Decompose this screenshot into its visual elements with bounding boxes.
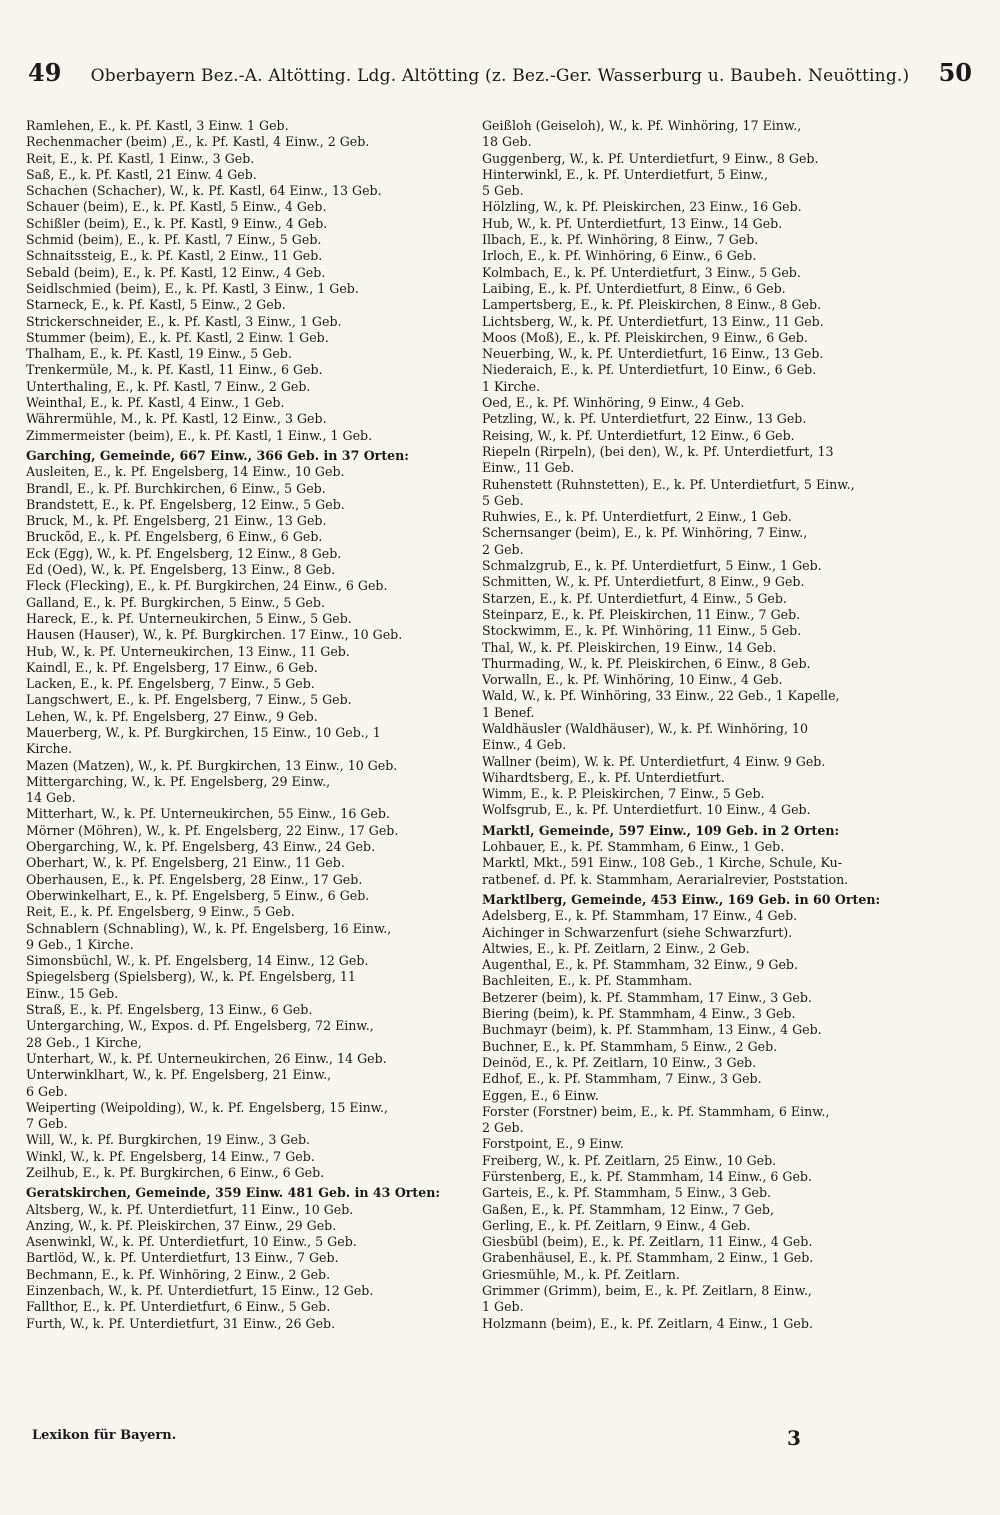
gazetteer-line: Einw., 4 Geb. bbox=[482, 737, 567, 753]
gazetteer-line: Währermühle, M., k. Pf. Kastl, 12 Einw., 3 Geb. bbox=[26, 411, 327, 427]
gazetteer-line: Hölzling, W., k. Pf. Pleiskirchen, 23 Einw., 16 Geb. bbox=[482, 199, 802, 215]
gazetteer-line: Wihardtsberg, E., k. Pf. Unterdietfurt. bbox=[482, 769, 725, 785]
gazetteer-line: Niederaich, E., k. Pf. Unterdietfurt, 10 Einw., 6 Geb. bbox=[482, 362, 817, 378]
gazetteer-line: Oberwinkelhart, E., k. Pf. Engelsberg, 5 Einw., 6 Geb. bbox=[26, 887, 370, 903]
gazetteer-line: Bruck, M., k. Pf. Engelsberg, 21 Einw., 13 Geb. bbox=[26, 513, 327, 529]
gazetteer-line: Galland, E., k. Pf. Burgkirchen, 5 Einw., 5 Geb. bbox=[26, 594, 325, 610]
gazetteer-line: Wallner (beim), W. k. Pf. Unterdietfurt, 4 Einw. 9 Geb. bbox=[482, 753, 826, 769]
gazetteer-line: Kolmbach, E., k. Pf. Unterdietfurt, 3 Einw., 5 Geb. bbox=[482, 264, 801, 280]
gazetteer-line: 9 Geb., 1 Kirche. bbox=[26, 936, 134, 952]
gazetteer-line: Hinterwinkl, E., k. Pf. Unterdietfurt, 5 Einw., bbox=[482, 166, 769, 182]
gazetteer-line: Waldhäusler (Waldhäuser), W., k. Pf. Winhöring, 10 bbox=[482, 720, 808, 736]
gazetteer-line: Wolfsgrub, E., k. Pf. Unterdietfurt. 10 Einw., 4 Geb. bbox=[482, 802, 811, 818]
gazetteer-line: Altwies, E., k. Pf. Zeitlarn, 2 Einw., 2 Geb. bbox=[482, 940, 750, 956]
page-number-right: 50 bbox=[938, 58, 972, 87]
gazetteer-line: Aichinger in Schwarzenfurt (siehe Schwarzfurt). bbox=[482, 924, 793, 940]
gazetteer-line: Lampertsberg, E., k. Pf. Pleiskirchen, 8 Einw., 8 Geb. bbox=[482, 297, 822, 313]
gazetteer-line: Saß, E., k. Pf. Kastl, 21 Einw. 4 Geb. bbox=[26, 166, 257, 182]
gazetteer-line: Ramlehen, E., k. Pf. Kastl, 3 Einw. 1 Geb. bbox=[26, 118, 289, 133]
gazetteer-line: Reit, E., k. Pf. Kastl, 1 Einw., 3 Geb. bbox=[26, 150, 255, 166]
gazetteer-line: Riepeln (Rirpeln), (bei den), W., k. Pf. Unterdietfurt, 13 bbox=[482, 443, 834, 459]
gazetteer-line: 28 Geb., 1 Kirche, bbox=[26, 1034, 142, 1050]
gazetteer-line: Freiberg, W., k. Pf. Zeitlarn, 25 Einw., 10 Geb. bbox=[482, 1152, 777, 1168]
gazetteer-line: Einzenbach, W., k. Pf. Unterdietfurt, 15 Einw., 12 Geb. bbox=[26, 1283, 374, 1299]
municipality-heading: Garching, Gemeinde, 667 Einw., 366 Geb. in 37 Orten: bbox=[26, 447, 409, 463]
gazetteer-line: Anzing, W., k. Pf. Pleiskirchen, 37 Einw., 29 Geb. bbox=[26, 1217, 337, 1233]
gazetteer-line: Augenthal, E., k. Pf. Stammham, 32 Einw., 9 Geb. bbox=[482, 957, 798, 973]
gazetteer-line: Marktl, Mkt., 591 Einw., 108 Geb., 1 Kirche, Schule, Ku- bbox=[482, 855, 843, 871]
gazetteer-line: Giesbübl (beim), E., k. Pf. Zeitlarn, 11 Einw., 4 Geb. bbox=[482, 1234, 813, 1250]
page-header bbox=[28, 58, 972, 92]
gazetteer-line: Kirche. bbox=[26, 741, 73, 757]
gazetteer-line: Mauerberg, W., k. Pf. Burgkirchen, 15 Einw., 10 Geb., 1 bbox=[26, 724, 381, 740]
gazetteer-line: Reising, W., k. Pf. Unterdietfurt, 12 Einw., 6 Geb. bbox=[482, 427, 795, 443]
gazetteer-line: Forster (Forstner) beim, E., k. Pf. Stammham, 6 Einw., bbox=[482, 1103, 830, 1119]
gazetteer-line: Will, W., k. Pf. Burgkirchen, 19 Einw., 3 Geb. bbox=[26, 1132, 311, 1148]
right-column bbox=[482, 118, 922, 1332]
gazetteer-line: 2 Geb. bbox=[482, 541, 524, 557]
gazetteer-line: Lehen, W., k. Pf. Engelsberg, 27 Einw., 9 Geb. bbox=[26, 708, 318, 724]
gazetteer-line: 1 Kirche. bbox=[482, 378, 541, 394]
gazetteer-line: Buchner, E., k. Pf. Stammham, 5 Einw., 2 Geb. bbox=[482, 1038, 778, 1054]
gazetteer-line: Mazen (Matzen), W., k. Pf. Burgkirchen, 13 Einw., 10 Geb. bbox=[26, 757, 398, 773]
gazetteer-line: Forstpoint, E., 9 Einw. bbox=[482, 1136, 624, 1152]
gazetteer-line: 5 Geb. bbox=[482, 183, 524, 199]
gazetteer-line: Brandl, E., k. Pf. Burchkirchen, 6 Einw., 5 Geb. bbox=[26, 480, 326, 496]
gazetteer-line: Unterhart, W., k. Pf. Unterneukirchen, 26 Einw., 14 Geb. bbox=[26, 1050, 387, 1066]
gazetteer-line: Geißloh (Geiseloh), W., k. Pf. Winhöring, 17 Einw., bbox=[482, 118, 802, 133]
gazetteer-line: 1 Geb. bbox=[482, 1299, 524, 1315]
gazetteer-line: Schmitten, W., k. Pf. Unterdietfurt, 8 Einw., 9 Geb. bbox=[482, 574, 805, 590]
gazetteer-line: Obergarching, W., k. Pf. Engelsberg, 43 Einw., 24 Geb. bbox=[26, 839, 376, 855]
gazetteer-line: Schnaitssteig, E., k. Pf. Kastl, 2 Einw., 11 Geb. bbox=[26, 248, 323, 264]
gazetteer-line: Trenkermüle, M., k. Pf. Kastl, 11 Einw., 6 Geb. bbox=[26, 362, 323, 378]
gazetteer-line: Edhof, E., k. Pf. Stammham, 7 Einw., 3 Geb. bbox=[482, 1071, 762, 1087]
gazetteer-line: Bachleiten, E., k. Pf. Stammham. bbox=[482, 973, 693, 989]
gazetteer-line: Mörner (Möhren), W., k. Pf. Engelsberg, 22 Einw., 17 Geb. bbox=[26, 822, 399, 838]
gazetteer-line: 6 Geb. bbox=[26, 1083, 68, 1099]
gazetteer-line: Grabenhäusel, E., k. Pf. Stammham, 2 Einw., 1 Geb. bbox=[482, 1250, 814, 1266]
gazetteer-line: Garteis, E., k. Pf. Stammham, 5 Einw., 3 Geb. bbox=[482, 1185, 772, 1201]
gazetteer-line: Betzerer (beim), k. Pf. Stammham, 17 Einw., 3 Geb. bbox=[482, 989, 812, 1005]
gazetteer-line: Reit, E., k. Pf. Engelsberg, 9 Einw., 5 Geb. bbox=[26, 904, 295, 920]
gazetteer-line: Adelsberg, E., k. Pf. Stammham, 17 Einw., 4 Geb. bbox=[482, 908, 798, 924]
gazetteer-line: Grimmer (Grimm), beim, E., k. Pf. Zeitlarn, 8 Einw., bbox=[482, 1283, 812, 1299]
gazetteer-line: Laibing, E., k. Pf. Unterdietfurt, 8 Einw., 6 Geb. bbox=[482, 280, 786, 296]
gazetteer-line: Starneck, E., k. Pf. Kastl, 5 Einw., 2 Geb. bbox=[26, 297, 286, 313]
gazetteer-line: Wimm, E., k. P. Pleiskirchen, 7 Einw., 5 Geb. bbox=[482, 786, 765, 802]
gazetteer-line: Oberhart, W., k. Pf. Engelsberg, 21 Einw., 11 Geb. bbox=[26, 855, 345, 871]
gazetteer-line: Brandstett, E., k. Pf. Engelsberg, 12 Einw., 5 Geb. bbox=[26, 496, 345, 512]
gazetteer-line: Irloch, E., k. Pf. Winhöring, 6 Einw., 6 Geb. bbox=[482, 248, 757, 264]
gazetteer-line: Fallthor, E., k. Pf. Unterdietfurt, 6 Einw., 5 Geb. bbox=[26, 1299, 331, 1315]
gazetteer-line: Schißler (beim), E., k. Pf. Kastl, 9 Einw., 4 Geb. bbox=[26, 215, 328, 231]
gazetteer-line: 2 Geb. bbox=[482, 1120, 524, 1136]
gazetteer-line: Altsberg, W., k. Pf. Unterdietfurt, 11 Einw., 10 Geb. bbox=[26, 1201, 354, 1217]
gazetteer-line: Schachen (Schacher), W., k. Pf. Kastl, 64 Einw., 13 Geb. bbox=[26, 183, 382, 199]
gazetteer-line: Unterwinklhart, W., k. Pf. Engelsberg, 21 Einw., bbox=[26, 1067, 332, 1083]
gazetteer-line: Neuerbing, W., k. Pf. Unterdietfurt, 16 Einw., 13 Geb. bbox=[482, 346, 824, 362]
gazetteer-line: Steinparz, E., k. Pf. Pleiskirchen, 11 Einw., 7 Geb. bbox=[482, 606, 801, 622]
gazetteer-line: Lacken, E., k. Pf. Engelsberg, 7 Einw., 5 Geb. bbox=[26, 676, 315, 692]
gazetteer-line: Thal, W., k. Pf. Pleiskirchen, 19 Einw., 14 Geb. bbox=[482, 639, 777, 655]
gazetteer-line: Langschwert, E., k. Pf. Engelsberg, 7 Einw., 5 Geb. bbox=[26, 692, 352, 708]
gazetteer-line: 14 Geb. bbox=[26, 790, 76, 806]
gazetteer-line: Bruckõd, E., k. Pf. Engelsberg, 6 Einw., 6 Geb. bbox=[26, 529, 323, 545]
gazetteer-line: Moos (Moß), E., k. Pf. Pleiskirchen, 9 Einw., 6 Geb. bbox=[482, 329, 808, 345]
gazetteer-line: Bechmann, E., k. Pf. Winhöring, 2 Einw., 2 Geb. bbox=[26, 1266, 331, 1282]
gazetteer-line: Petzling, W., k. Pf. Unterdietfurt, 22 Einw., 13 Geb. bbox=[482, 411, 807, 427]
gazetteer-line: Strickerschneider, E., k. Pf. Kastl, 3 Einw., 1 Geb. bbox=[26, 313, 342, 329]
gazetteer-line: Schauer (beim), E., k. Pf. Kastl, 5 Einw., 4 Geb. bbox=[26, 199, 327, 215]
page-number-left: 49 bbox=[28, 58, 62, 87]
gazetteer-line: Fürstenberg, E., k. Pf. Stammham, 14 Einw., 6 Geb. bbox=[482, 1169, 812, 1184]
gazetteer-line: ratbenef. d. Pf. k. Stammham, Aerarialrevier, Poststation. bbox=[482, 871, 849, 887]
gazetteer-line: Oberhausen, E., k. Pf. Engelsberg, 28 Einw., 17 Geb. bbox=[26, 871, 363, 887]
gazetteer-line: Oed, E., k. Pf. Winhöring, 9 Einw., 4 Geb. bbox=[482, 395, 745, 411]
running-title: Oberbayern Bez.-A. Altötting. Ldg. Altötting (z. Bez.-Ger. Wasserburg u. Baubeh. Neuötting.) bbox=[90, 66, 910, 86]
gazetteer-line: Kaindl, E., k. Pf. Engelsberg, 17 Einw., 6 Geb. bbox=[26, 659, 318, 675]
gazetteer-line: Deinöd, E., k. Pf. Zeitlarn, 10 Einw., 3 Geb. bbox=[482, 1054, 757, 1070]
gazetteer-line: Eck (Egg), W., k. Pf. Engelsberg, 12 Einw., 8 Geb. bbox=[26, 545, 342, 561]
gazetteer-line: Ruhenstett (Ruhnstetten), E., k. Pf. Unterdietfurt, 5 Einw., bbox=[482, 476, 855, 492]
gazetteer-line: Schnablern (Schnabling), W., k. Pf. Engelsberg, 16 Einw., bbox=[26, 920, 392, 936]
gazetteer-line: Rechenmacher (beim) ,E., k. Pf. Kastl, 4 Einw., 2 Geb. bbox=[26, 134, 370, 150]
gazetteer-line: Sebald (beim), E., k. Pf. Kastl, 12 Einw., 4 Geb. bbox=[26, 264, 326, 280]
gazetteer-line: Zeilhub, E., k. Pf. Burgkirchen, 6 Einw., 6 Geb. bbox=[26, 1165, 325, 1180]
gazetteer-line: Hub, W., k. Pf. Unterneukirchen, 13 Einw., 11 Geb. bbox=[26, 643, 350, 659]
gazetteer-line: Gerling, E., k. Pf. Zeitlarn, 9 Einw., 4 Geb. bbox=[482, 1217, 751, 1233]
gazetteer-line: Lichtsberg, W., k. Pf. Unterdietfurt, 13 Einw., 11 Geb. bbox=[482, 313, 824, 329]
gazetteer-line: Biering (beim), k. Pf. Stammham, 4 Einw., 3 Geb. bbox=[482, 1006, 796, 1022]
gazetteer-line: Ruhwies, E., k. Pf. Unterdietfurt, 2 Einw., 1 Geb. bbox=[482, 509, 792, 525]
gazetteer-line: Mittergarching, W., k. Pf. Engelsberg, 29 Einw., bbox=[26, 773, 331, 789]
gazetteer-line: Buchmayr (beim), k. Pf. Stammham, 13 Einw., 4 Geb. bbox=[482, 1022, 822, 1038]
gazetteer-line: Straß, E., k. Pf. Engelsberg, 13 Einw., 6 Geb. bbox=[26, 1002, 313, 1018]
gazetteer-line: Asenwinkl, W., k. Pf. Unterdietfurt, 10 Einw., 5 Geb. bbox=[26, 1234, 357, 1250]
gazetteer-line: 5 Geb. bbox=[482, 492, 524, 508]
gazetteer-line: 7 Geb. bbox=[26, 1116, 68, 1132]
footer-publication: Lexikon für Bayern. bbox=[32, 1428, 177, 1443]
municipality-heading: Geratskirchen, Gemeinde, 359 Einw. 481 Geb. in 43 Orten: bbox=[26, 1185, 441, 1201]
municipality-heading: Marktl, Gemeinde, 597 Einw., 109 Geb. in 2 Orten: bbox=[482, 822, 840, 838]
gazetteer-line: 18 Geb. bbox=[482, 134, 532, 150]
gazetteer-line: Untergarching, W., Expos. d. Pf. Engelsberg, 72 Einw., bbox=[26, 1018, 374, 1034]
gazetteer-line: Holzmann (beim), E., k. Pf. Zeitlarn, 4 Einw., 1 Geb. bbox=[482, 1315, 813, 1331]
gazetteer-line: Starzen, E., k. Pf. Unterdietfurt, 4 Einw., 5 Geb. bbox=[482, 590, 787, 606]
gazetteer-line: Furth, W., k. Pf. Unterdietfurt, 31 Einw., 26 Geb. bbox=[26, 1315, 336, 1331]
gazetteer-line: Hausen (Hauser), W., k. Pf. Burgkirchen. 17 Einw., 10 Geb. bbox=[26, 627, 403, 643]
gazetteer-line: Schernsanger (beim), E., k. Pf. Winhöring, 7 Einw., bbox=[482, 525, 808, 541]
gazetteer-line: Ausleiten, E., k. Pf. Engelsberg, 14 Einw., 10 Geb. bbox=[26, 464, 345, 480]
gazetteer-line: Seidlschmied (beim), E., k. Pf. Kastl, 3 Einw., 1 Geb. bbox=[26, 280, 359, 296]
gazetteer-line: Spiegelsberg (Spielsberg), W., k. Pf. Engelsberg, 11 bbox=[26, 969, 356, 985]
gazetteer-line: Hub, W., k. Pf. Unterdietfurt, 13 Einw., 14 Geb. bbox=[482, 215, 783, 231]
gazetteer-line: Weinthal, E., k. Pf. Kastl, 4 Einw., 1 Geb. bbox=[26, 395, 285, 411]
gazetteer-line: Unterthaling, E., k. Pf. Kastl, 7 Einw., 2 Geb. bbox=[26, 378, 311, 394]
gazetteer-line: Fleck (Flecking), E., k. Pf. Burgkirchen, 24 Einw., 6 Geb. bbox=[26, 578, 388, 594]
gazetteer-line: Ed (Oed), W., k. Pf. Engelsberg, 13 Einw., 8 Geb. bbox=[26, 562, 336, 578]
gazetteer-line: Stockwimm, E., k. Pf. Winhöring, 11 Einw., 5 Geb. bbox=[482, 623, 802, 639]
gazetteer-line: 1 Benef. bbox=[482, 704, 535, 720]
gazetteer-line: Griesmühle, M., k. Pf. Zeitlarn. bbox=[482, 1266, 680, 1282]
gazetteer-line: Wald, W., k. Pf. Winhöring, 33 Einw., 22 Geb., 1 Kapelle, bbox=[482, 688, 840, 704]
gazetteer-line: Thurmading, W., k. Pf. Pleiskirchen, 6 Einw., 8 Geb. bbox=[482, 655, 811, 671]
left-column bbox=[26, 118, 472, 1332]
footer-signature-mark: 3 bbox=[787, 1426, 801, 1450]
gazetteer-line: Eggen, E., 6 Einw. bbox=[482, 1087, 599, 1103]
gazetteer-line: Hareck, E., k. Pf. Unterneukirchen, 5 Einw., 5 Geb. bbox=[26, 610, 352, 626]
gazetteer-line: Mitterhart, W., k. Pf. Unterneukirchen, 55 Einw., 16 Geb. bbox=[26, 806, 390, 822]
gazetteer-line: Ilbach, E., k. Pf. Winhöring, 8 Einw., 7 Geb. bbox=[482, 232, 759, 248]
gazetteer-line: Schmid (beim), E., k. Pf. Kastl, 7 Einw., 5 Geb. bbox=[26, 232, 322, 248]
gazetteer-line: Schmalzgrub, E., k. Pf. Unterdietfurt, 5 Einw., 1 Geb. bbox=[482, 558, 822, 574]
municipality-heading: Marktlberg, Gemeinde, 453 Einw., 169 Geb. in 60 Orten: bbox=[482, 891, 881, 907]
gazetteer-line: Vorwalln, E., k. Pf. Winhöring, 10 Einw., 4 Geb. bbox=[482, 672, 783, 688]
gazetteer-line: Thalham, E., k. Pf. Kastl, 19 Einw., 5 Geb. bbox=[26, 346, 292, 362]
gazetteer-line: Simonsbüchl, W., k. Pf. Engelsberg, 14 Einw., 12 Geb. bbox=[26, 953, 369, 969]
gazetteer-line: Einw., 15 Geb. bbox=[26, 985, 119, 1001]
gazetteer-line: Zimmermeister (beim), E., k. Pf. Kastl, 1 Einw., 1 Geb. bbox=[26, 427, 373, 443]
gazetteer-line: Einw., 11 Geb. bbox=[482, 460, 575, 476]
gazetteer-line: Weiperting (Weipolding), W., k. Pf. Engelsberg, 15 Einw., bbox=[26, 1099, 389, 1115]
gazetteer-line: Bartlöd, W., k. Pf. Unterdietfurt, 13 Einw., 7 Geb. bbox=[26, 1250, 339, 1266]
gazetteer-line: Stummer (beim), E., k. Pf. Kastl, 2 Einw. 1 Geb. bbox=[26, 329, 329, 345]
gazetteer-line: Gaßen, E., k. Pf. Stammham, 12 Einw., 7 Geb, bbox=[482, 1201, 774, 1217]
gazetteer-line: Lohbauer, E., k. Pf. Stammham, 6 Einw., 1 Geb. bbox=[482, 839, 785, 855]
gazetteer-line: Guggenberg, W., k. Pf. Unterdietfurt, 9 Einw., 8 Geb. bbox=[482, 150, 819, 166]
gazetteer-line: Winkl, W., k. Pf. Engelsberg, 14 Einw., 7 Geb. bbox=[26, 1148, 315, 1164]
